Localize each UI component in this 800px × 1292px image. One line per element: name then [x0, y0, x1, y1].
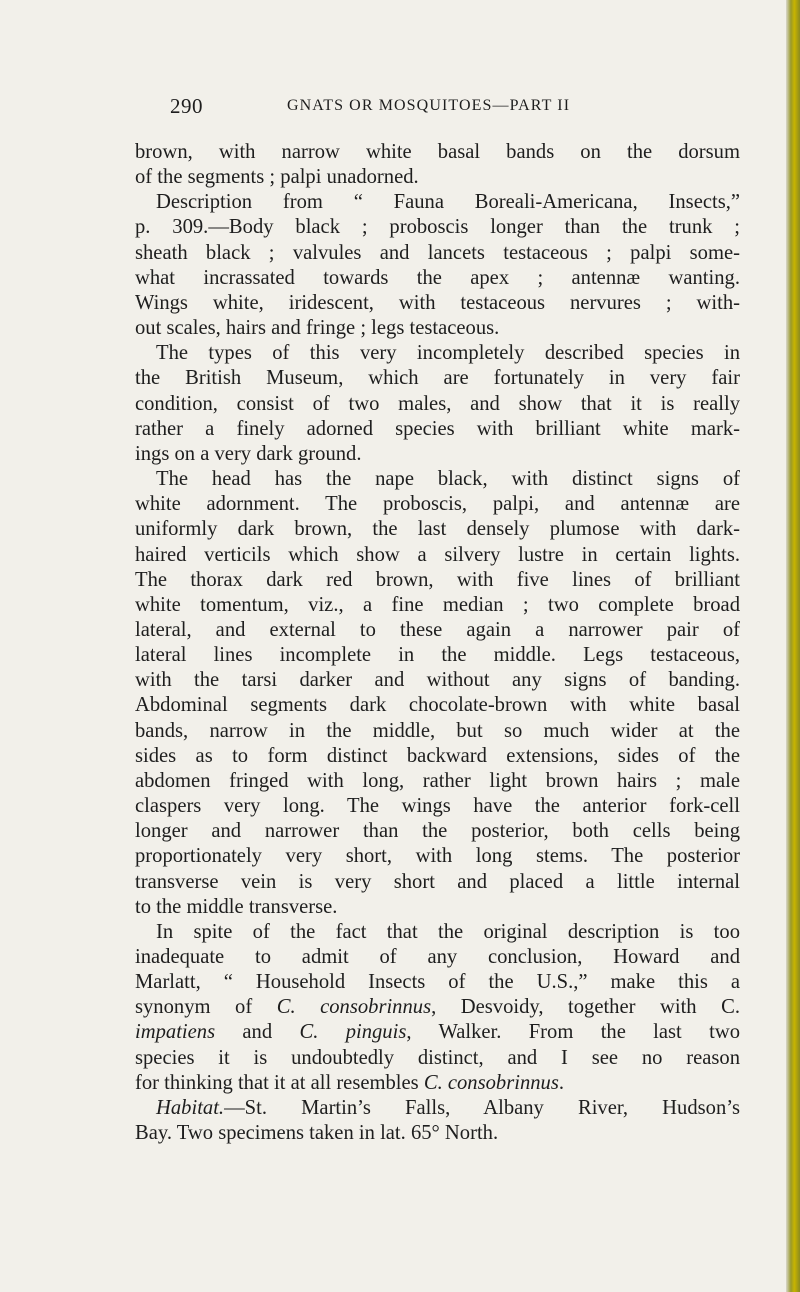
text-line: longer and narrower than the posterior, both cells being	[135, 820, 740, 843]
text-line: rather a finely adorned species with brilliant white mark-	[135, 417, 740, 440]
body-text	[135, 140, 740, 1146]
text-line: The thorax dark red brown, with five lines of brilliant	[135, 568, 740, 591]
text-line: synonym of C. consobrinnus, Desvoidy, together with C.	[135, 996, 740, 1019]
text-line: Abdominal segments dark chocolate-brown with white basal	[135, 694, 740, 717]
text-line: Wings white, iridescent, with testaceous nervures ; with-	[135, 291, 740, 314]
text-line: haired verticils which show a silvery lustre in certain lights.	[135, 543, 740, 566]
page-header	[170, 94, 730, 120]
running-head: GNATS OR MOSQUITOES—PART II	[287, 97, 571, 114]
text-line: white tomentum, viz., a fine median ; two complete broad	[135, 593, 740, 616]
text-line: lateral, and external to these again a narrower pair of	[135, 618, 740, 641]
text-line: The types of this very incompletely described species in	[156, 342, 740, 365]
text-line: Bay. Two specimens taken in lat. 65° North.	[135, 1122, 499, 1145]
text-line: sheath black ; valvules and lancets testaceous ; palpi some-	[135, 241, 740, 264]
text-line: for thinking that it at all resembles C. consobrinnus.	[135, 1071, 565, 1094]
text-line: to the middle transverse.	[135, 895, 338, 918]
text-line: impatiens and C. pinguis, Walker. From the last two	[135, 1021, 740, 1044]
text-line: condition, consist of two males, and show that it is really	[135, 392, 740, 415]
text-line: what incrassated towards the apex ; antennæ wanting.	[135, 266, 740, 289]
text-line: The head has the nape black, with distinct signs of	[156, 468, 740, 491]
text-line: bands, narrow in the middle, but so much wider at the	[135, 719, 740, 742]
text-line: lateral lines incomplete in the middle. Legs testaceous,	[135, 644, 740, 667]
text-line: ings on a very dark ground.	[135, 442, 362, 465]
text-line: Habitat.—St. Martin’s Falls, Albany River, Hudson’s	[156, 1096, 740, 1119]
text-line: uniformly dark brown, the last densely plumose with dark-	[135, 518, 740, 541]
text-line: p. 309.—Body black ; proboscis longer than the trunk ;	[135, 216, 740, 239]
text-line: Description from “ Fauna Boreali-Americana, Insects,”	[156, 191, 740, 214]
text-line: abdomen fringed with long, rather light brown hairs ; male	[135, 769, 740, 792]
text-line: white adornment. The proboscis, palpi, and antennæ are	[135, 493, 740, 516]
text-line: with the tarsi darker and without any signs of banding.	[135, 669, 740, 692]
text-line: transverse vein is very short and placed a little internal	[135, 870, 740, 893]
page-number: 290	[170, 94, 203, 118]
text-line: species it is undoubtedly distinct, and I see no reason	[135, 1046, 740, 1069]
text-line: out scales, hairs and fringe ; legs testaceous.	[135, 317, 500, 340]
text-line: brown, with narrow white basal bands on the dorsum	[135, 141, 740, 163]
text-line: sides as to form distinct backward extensions, sides of the	[135, 744, 740, 767]
text-line: of the segments ; palpi unadorned.	[135, 166, 419, 189]
text-line: claspers very long. The wings have the anterior fork-cell	[135, 795, 740, 818]
text-line: proportionately very short, with long stems. The posterior	[135, 845, 740, 868]
page-edge	[786, 0, 800, 1292]
text-line: inadequate to admit of any conclusion, Howard and	[135, 946, 740, 968]
text-line: In spite of the fact that the original description is too	[156, 920, 740, 943]
text-line: Marlatt, “ Household Insects of the U.S.,” make this a	[135, 971, 740, 994]
text-line: the British Museum, which are fortunately in very fair	[135, 367, 740, 390]
